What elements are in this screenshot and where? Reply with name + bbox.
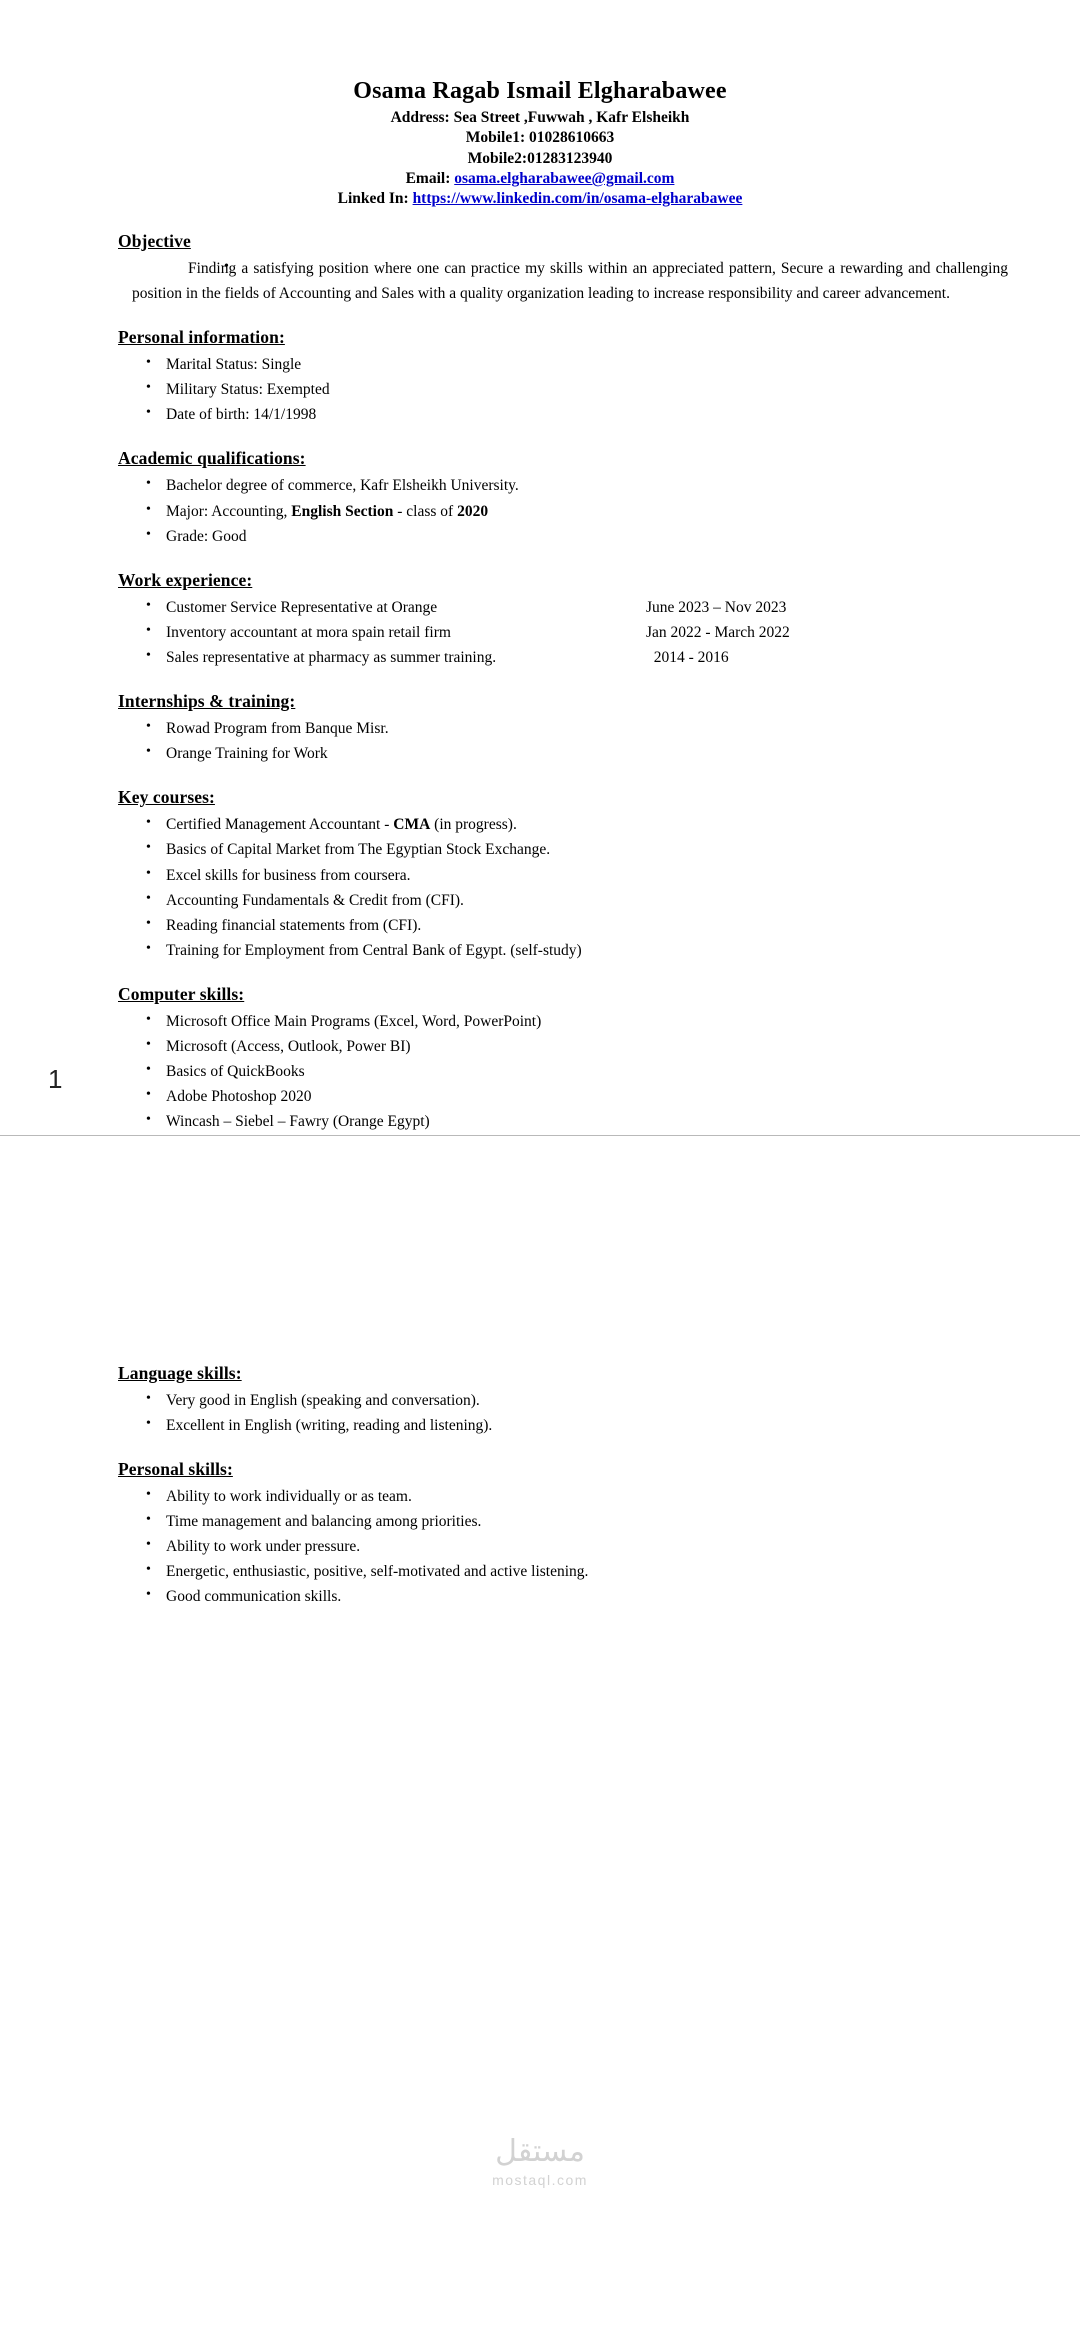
job-date: Jan 2022 - March 2022	[646, 623, 790, 641]
list-item: • Time management and balancing among priorities.	[132, 1509, 1008, 1534]
watermark-latin: mostaql.com	[492, 2171, 588, 2188]
section-personal-skills	[118, 1459, 1008, 1610]
list-item: • Basics of Capital Market from The Egyptian Stock Exchange.	[132, 837, 1008, 862]
list-item: • Military Status: Exempted	[132, 377, 1008, 402]
resume-body	[0, 231, 1080, 1135]
key-courses-list	[118, 812, 1008, 963]
list-item: • Accounting Fundamentals & Credit from (CFI).	[132, 888, 1008, 913]
course-bold: CMA	[393, 816, 431, 834]
list-item: • Orange Training for Work	[132, 741, 1008, 766]
email-label: Email:	[405, 170, 451, 188]
job-date: June 2023 – Nov 2023	[646, 598, 787, 616]
work-experience-list	[118, 595, 1008, 670]
candidate-name: Osama Ragab Ismail Elgharabawee	[353, 78, 727, 104]
section-title-personal-skills: Personal skills:	[118, 1458, 233, 1479]
section-language-skills	[118, 1363, 1008, 1438]
list-item: • Very good in English (speaking and conversation).	[132, 1388, 1008, 1413]
list-item: • Rowad Program from Banque Misr.	[132, 716, 1008, 741]
email-line	[0, 169, 1080, 189]
section-title-personal-information: Personal information:	[118, 327, 285, 348]
resume-page-2	[0, 1136, 1080, 2242]
section-title-academic-qualifications: Academic qualifications:	[118, 448, 306, 469]
personal-information-list	[118, 352, 1008, 427]
list-item: • Grade: Good	[132, 524, 1008, 549]
computer-skills-list	[118, 1009, 1008, 1135]
section-computer-skills	[118, 984, 1008, 1135]
section-title-key-courses: Key courses:	[118, 787, 215, 808]
job-date: 2014 - 2016	[646, 649, 729, 667]
list-item: • Bachelor degree of commerce, Kafr Elsheikh University.	[132, 473, 1008, 498]
list-item	[132, 645, 1008, 670]
list-item: • Microsoft Office Main Programs (Excel, Word, PowerPoint)	[132, 1009, 1008, 1034]
address-label: Address:	[390, 108, 450, 126]
section-title-objective: Objective	[118, 230, 191, 251]
linkedin-link[interactable]: https://www.linkedin.com/in/osama-elgharabawee	[412, 190, 743, 208]
course-prefix: Certified Management Accountant -	[166, 816, 394, 834]
list-item: • Adobe Photoshop 2020	[132, 1084, 1008, 1109]
email-link[interactable]: osama.elgharabawee@gmail.com	[454, 170, 675, 188]
section-title-work-experience: Work experience:	[118, 569, 253, 590]
list-item	[132, 499, 1008, 524]
section-academic-qualifications	[118, 448, 1008, 548]
list-item: • Wincash – Siebel – Fawry (Orange Egypt)	[132, 1109, 1008, 1134]
address-line	[0, 108, 1080, 128]
job-role: • Sales representative at pharmacy as summer training.	[166, 649, 497, 667]
job-role: • Inventory accountant at mora spain retail firm	[166, 623, 451, 641]
resume-page-1	[0, 0, 1080, 1135]
resume-body-2	[0, 1363, 1080, 1610]
major-middle: - class of	[393, 502, 458, 520]
list-item: • Energetic, enthusiastic, positive, self-motivated and active listening.	[132, 1559, 1008, 1584]
address-value: Sea Street ,Fuwwah , Kafr Elsheikh	[449, 108, 690, 126]
section-work-experience	[118, 570, 1008, 670]
job-role: • Customer Service Representative at Orange	[166, 598, 438, 616]
page-number: 1	[48, 1063, 63, 1094]
list-item	[132, 595, 1008, 620]
list-item: • Training for Employment from Central Bank of Egypt. (self-study)	[132, 938, 1008, 963]
internships-training-list	[118, 716, 1008, 766]
resume-header	[0, 76, 1080, 210]
section-title-language-skills: Language skills:	[118, 1362, 242, 1383]
list-item: • Excellent in English (writing, reading and listening).	[132, 1413, 1008, 1438]
objective-list	[118, 256, 1008, 306]
mobile2-line: Mobile2:01283123940	[467, 149, 613, 167]
section-internships-training	[118, 691, 1008, 766]
list-item: • Excel skills for business from coursera.	[132, 863, 1008, 888]
list-item: • Ability to work individually or as team.	[132, 1484, 1008, 1509]
major-bold: English Section	[291, 502, 394, 520]
major-prefix: Major: Accounting,	[166, 502, 292, 520]
list-item: • Date of birth: 14/1/1998	[132, 402, 1008, 427]
list-item	[132, 812, 1008, 837]
list-item: • Microsoft (Access, Outlook, Power BI)	[132, 1034, 1008, 1059]
list-item: • Good communication skills.	[132, 1584, 1008, 1609]
list-item: • Finding a satisfying position where one can practice my skills within an appreciated pattern, Secure a rewarding and challenging position in the fields of Accounting and Sales with a quality organization leading to increase responsibility and career advancement.	[132, 256, 1008, 306]
list-item: • Marital Status: Single	[132, 352, 1008, 377]
list-item: • Reading financial statements from (CFI).	[132, 913, 1008, 938]
list-item: • Basics of QuickBooks	[132, 1059, 1008, 1084]
academic-qualifications-list	[118, 473, 1008, 548]
section-title-computer-skills: Computer skills:	[118, 984, 245, 1005]
section-objective	[118, 231, 1008, 306]
section-key-courses	[118, 787, 1008, 963]
section-title-internships-training: Internships & training:	[118, 691, 296, 712]
list-item	[132, 620, 1008, 645]
watermark-arabic: مستقل	[495, 2133, 585, 2169]
personal-skills-list	[118, 1484, 1008, 1610]
section-personal-information	[118, 327, 1008, 427]
language-skills-list	[118, 1388, 1008, 1438]
major-year: 2020	[457, 502, 489, 520]
watermark	[0, 2135, 1080, 2188]
linkedin-line	[0, 189, 1080, 209]
list-item: • Ability to work under pressure.	[132, 1534, 1008, 1559]
course-suffix: (in progress).	[430, 816, 517, 834]
linkedin-label: Linked In:	[337, 190, 409, 208]
mobile1-line: Mobile1: 01028610663	[465, 129, 615, 147]
